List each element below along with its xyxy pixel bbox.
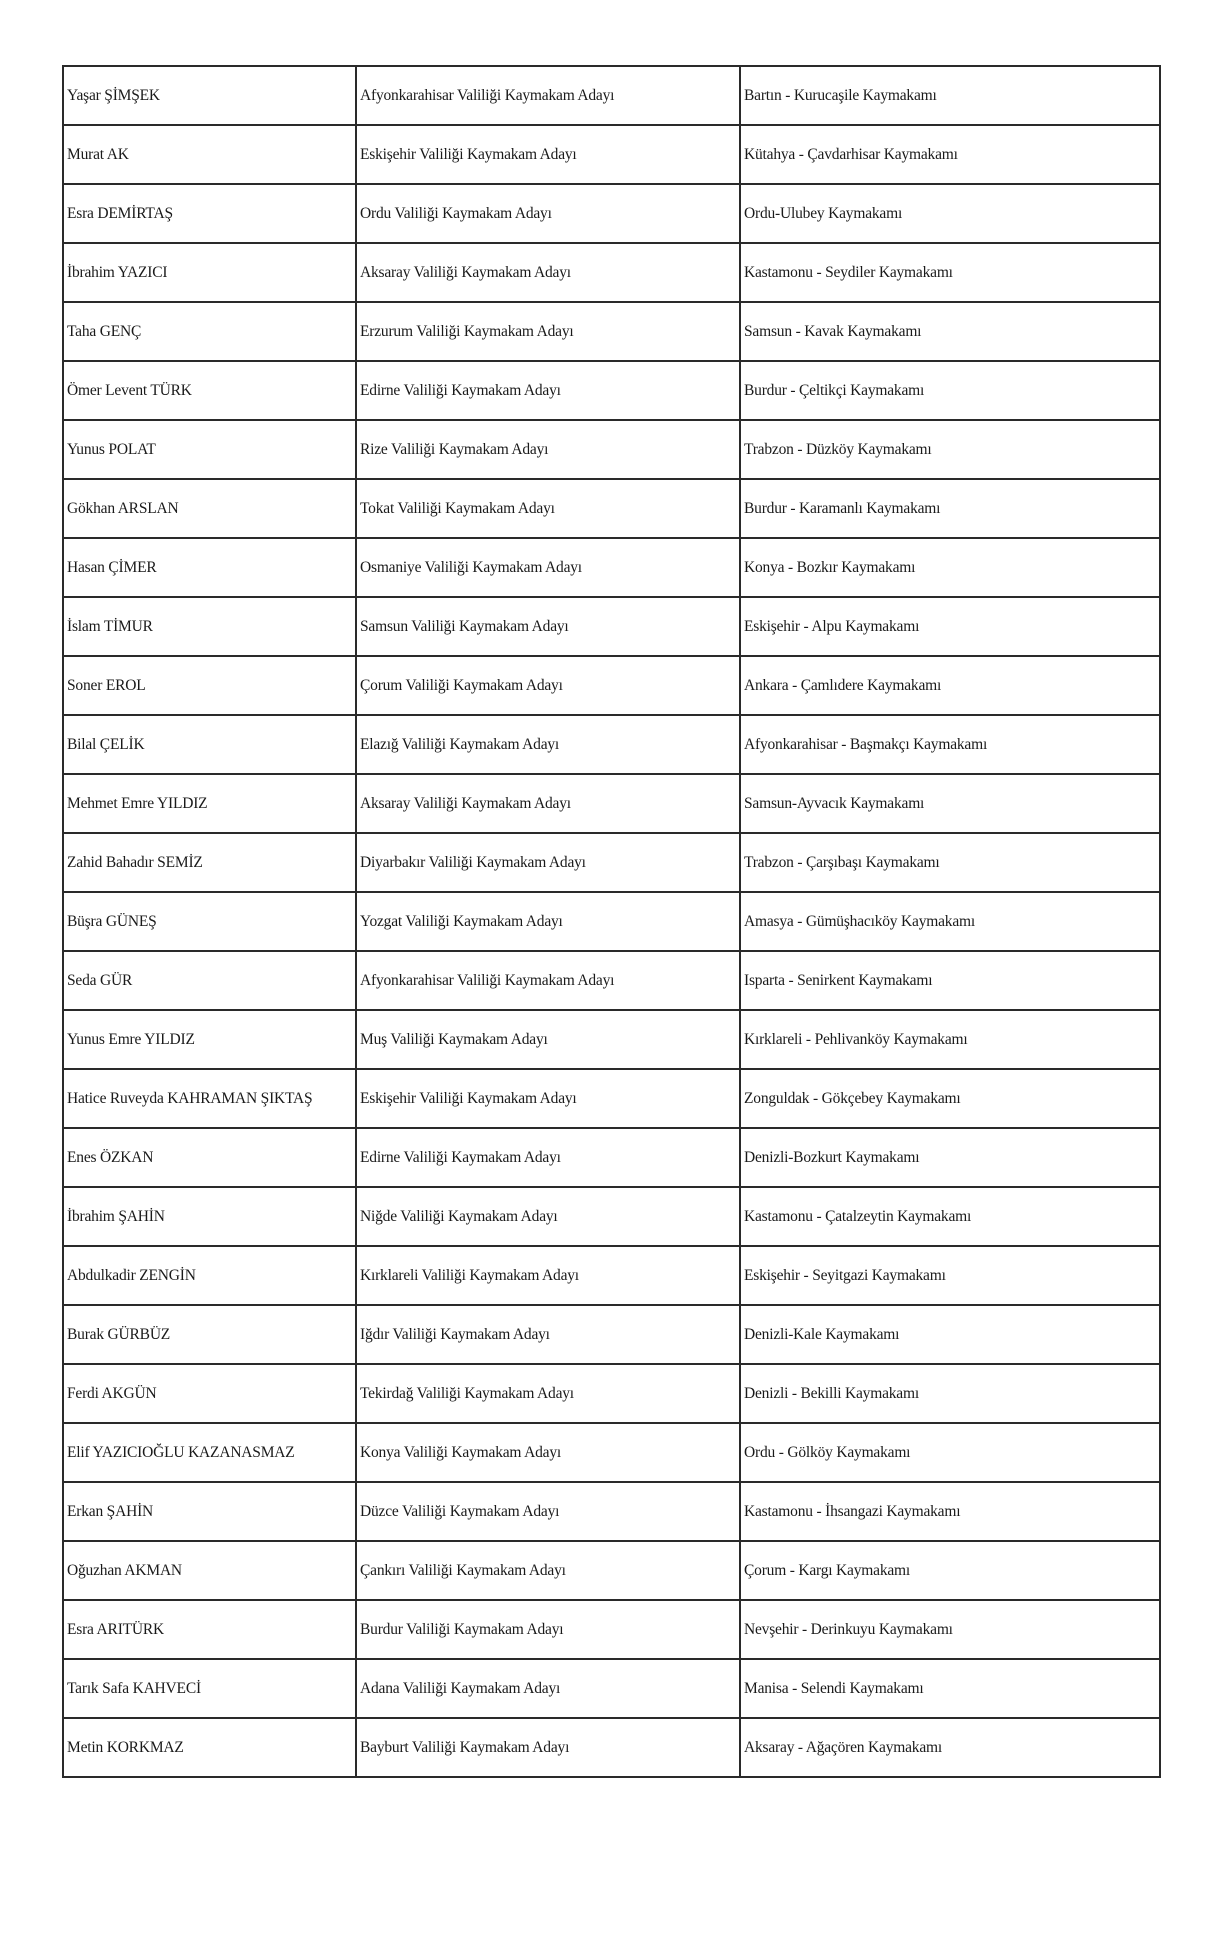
new-position-cell: Samsun-Ayvacık Kaymakamı	[740, 774, 1160, 833]
new-position-cell: Nevşehir - Derinkuyu Kaymakamı	[740, 1600, 1160, 1659]
table-row	[63, 1128, 1160, 1187]
name-cell: Oğuzhan AKMAN	[63, 1541, 356, 1600]
current-position-cell: Konya Valiliği Kaymakam Adayı	[356, 1423, 740, 1482]
current-position-cell: Aksaray Valiliği Kaymakam Adayı	[356, 243, 740, 302]
table-row	[63, 1423, 1160, 1482]
current-position-cell: Düzce Valiliği Kaymakam Adayı	[356, 1482, 740, 1541]
table-row	[63, 715, 1160, 774]
table-row	[63, 1069, 1160, 1128]
table-row	[63, 1659, 1160, 1718]
new-position-cell: Trabzon - Çarşıbaşı Kaymakamı	[740, 833, 1160, 892]
new-position-cell: Samsun - Kavak Kaymakamı	[740, 302, 1160, 361]
current-position-cell: Bayburt Valiliği Kaymakam Adayı	[356, 1718, 740, 1777]
new-position-cell: Kırklareli - Pehlivanköy Kaymakamı	[740, 1010, 1160, 1069]
new-position-cell: Trabzon - Düzköy Kaymakamı	[740, 420, 1160, 479]
table-row	[63, 1187, 1160, 1246]
new-position-cell: Konya - Bozkır Kaymakamı	[740, 538, 1160, 597]
name-cell: Hasan ÇİMER	[63, 538, 356, 597]
name-cell: Hatice Ruveyda KAHRAMAN ŞIKTAŞ	[63, 1069, 356, 1128]
current-position-cell: Çankırı Valiliği Kaymakam Adayı	[356, 1541, 740, 1600]
name-cell: Yunus Emre YILDIZ	[63, 1010, 356, 1069]
table-row	[63, 892, 1160, 951]
table-row	[63, 597, 1160, 656]
name-cell: Esra ARITÜRK	[63, 1600, 356, 1659]
name-cell: Soner EROL	[63, 656, 356, 715]
appointments-table-body	[63, 66, 1160, 1777]
current-position-cell: Muş Valiliği Kaymakam Adayı	[356, 1010, 740, 1069]
table-row	[63, 1246, 1160, 1305]
table-row	[63, 538, 1160, 597]
new-position-cell: Amasya - Gümüşhacıköy Kaymakamı	[740, 892, 1160, 951]
name-cell: Mehmet Emre YILDIZ	[63, 774, 356, 833]
name-cell: Tarık Safa KAHVECİ	[63, 1659, 356, 1718]
name-cell: Esra DEMİRTAŞ	[63, 184, 356, 243]
current-position-cell: Ordu Valiliği Kaymakam Adayı	[356, 184, 740, 243]
new-position-cell: Ordu-Ulubey Kaymakamı	[740, 184, 1160, 243]
new-position-cell: Ordu - Gölköy Kaymakamı	[740, 1423, 1160, 1482]
table-row	[63, 184, 1160, 243]
new-position-cell: Eskişehir - Alpu Kaymakamı	[740, 597, 1160, 656]
name-cell: Zahid Bahadır SEMİZ	[63, 833, 356, 892]
new-position-cell: Aksaray - Ağaçören Kaymakamı	[740, 1718, 1160, 1777]
name-cell: Metin KORKMAZ	[63, 1718, 356, 1777]
table-row	[63, 1600, 1160, 1659]
table-row	[63, 951, 1160, 1010]
name-cell: Burak GÜRBÜZ	[63, 1305, 356, 1364]
current-position-cell: Eskişehir Valiliği Kaymakam Adayı	[356, 125, 740, 184]
table-row	[63, 479, 1160, 538]
table-row	[63, 243, 1160, 302]
name-cell: Abdulkadir ZENGİN	[63, 1246, 356, 1305]
name-cell: Yunus POLAT	[63, 420, 356, 479]
current-position-cell: Yozgat Valiliği Kaymakam Adayı	[356, 892, 740, 951]
name-cell: Enes ÖZKAN	[63, 1128, 356, 1187]
current-position-cell: Niğde Valiliği Kaymakam Adayı	[356, 1187, 740, 1246]
new-position-cell: Kastamonu - Seydiler Kaymakamı	[740, 243, 1160, 302]
new-position-cell: Çorum - Kargı Kaymakamı	[740, 1541, 1160, 1600]
current-position-cell: Edirne Valiliği Kaymakam Adayı	[356, 361, 740, 420]
table-row	[63, 1541, 1160, 1600]
name-cell: Seda GÜR	[63, 951, 356, 1010]
name-cell: Gökhan ARSLAN	[63, 479, 356, 538]
current-position-cell: Adana Valiliği Kaymakam Adayı	[356, 1659, 740, 1718]
new-position-cell: Zonguldak - Gökçebey Kaymakamı	[740, 1069, 1160, 1128]
current-position-cell: Rize Valiliği Kaymakam Adayı	[356, 420, 740, 479]
new-position-cell: Afyonkarahisar - Başmakçı Kaymakamı	[740, 715, 1160, 774]
current-position-cell: Erzurum Valiliği Kaymakam Adayı	[356, 302, 740, 361]
new-position-cell: Burdur - Karamanlı Kaymakamı	[740, 479, 1160, 538]
table-row	[63, 420, 1160, 479]
table-row	[63, 125, 1160, 184]
name-cell: Büşra GÜNEŞ	[63, 892, 356, 951]
current-position-cell: Çorum Valiliği Kaymakam Adayı	[356, 656, 740, 715]
new-position-cell: Ankara - Çamlıdere Kaymakamı	[740, 656, 1160, 715]
name-cell: İslam TİMUR	[63, 597, 356, 656]
table-row	[63, 1718, 1160, 1777]
table-row	[63, 656, 1160, 715]
new-position-cell: Kastamonu - İhsangazi Kaymakamı	[740, 1482, 1160, 1541]
new-position-cell: Denizli-Bozkurt Kaymakamı	[740, 1128, 1160, 1187]
new-position-cell: Kastamonu - Çatalzeytin Kaymakamı	[740, 1187, 1160, 1246]
new-position-cell: Burdur - Çeltikçi Kaymakamı	[740, 361, 1160, 420]
current-position-cell: Edirne Valiliği Kaymakam Adayı	[356, 1128, 740, 1187]
name-cell: Erkan ŞAHİN	[63, 1482, 356, 1541]
table-row	[63, 774, 1160, 833]
name-cell: İbrahim YAZICI	[63, 243, 356, 302]
new-position-cell: Denizli-Kale Kaymakamı	[740, 1305, 1160, 1364]
current-position-cell: Tekirdağ Valiliği Kaymakam Adayı	[356, 1364, 740, 1423]
appointments-table	[62, 65, 1161, 1778]
name-cell: Elif YAZICIOĞLU KAZANASMAZ	[63, 1423, 356, 1482]
table-row	[63, 302, 1160, 361]
current-position-cell: Eskişehir Valiliği Kaymakam Adayı	[356, 1069, 740, 1128]
name-cell: Yaşar ŞİMŞEK	[63, 66, 356, 125]
new-position-cell: Isparta - Senirkent Kaymakamı	[740, 951, 1160, 1010]
current-position-cell: Aksaray Valiliği Kaymakam Adayı	[356, 774, 740, 833]
table-row	[63, 66, 1160, 125]
current-position-cell: Iğdır Valiliği Kaymakam Adayı	[356, 1305, 740, 1364]
current-position-cell: Afyonkarahisar Valiliği Kaymakam Adayı	[356, 951, 740, 1010]
current-position-cell: Diyarbakır Valiliği Kaymakam Adayı	[356, 833, 740, 892]
table-row	[63, 833, 1160, 892]
table-row	[63, 1482, 1160, 1541]
current-position-cell: Osmaniye Valiliği Kaymakam Adayı	[356, 538, 740, 597]
current-position-cell: Elazığ Valiliği Kaymakam Adayı	[356, 715, 740, 774]
current-position-cell: Samsun Valiliği Kaymakam Adayı	[356, 597, 740, 656]
new-position-cell: Kütahya - Çavdarhisar Kaymakamı	[740, 125, 1160, 184]
name-cell: Murat AK	[63, 125, 356, 184]
new-position-cell: Bartın - Kurucaşile Kaymakamı	[740, 66, 1160, 125]
new-position-cell: Manisa - Selendi Kaymakamı	[740, 1659, 1160, 1718]
current-position-cell: Afyonkarahisar Valiliği Kaymakam Adayı	[356, 66, 740, 125]
name-cell: İbrahim ŞAHİN	[63, 1187, 356, 1246]
new-position-cell: Denizli - Bekilli Kaymakamı	[740, 1364, 1160, 1423]
name-cell: Ömer Levent TÜRK	[63, 361, 356, 420]
table-row	[63, 361, 1160, 420]
name-cell: Bilal ÇELİK	[63, 715, 356, 774]
current-position-cell: Kırklareli Valiliği Kaymakam Adayı	[356, 1246, 740, 1305]
current-position-cell: Burdur Valiliği Kaymakam Adayı	[356, 1600, 740, 1659]
new-position-cell: Eskişehir - Seyitgazi Kaymakamı	[740, 1246, 1160, 1305]
name-cell: Ferdi AKGÜN	[63, 1364, 356, 1423]
table-row	[63, 1305, 1160, 1364]
current-position-cell: Tokat Valiliği Kaymakam Adayı	[356, 479, 740, 538]
table-row	[63, 1010, 1160, 1069]
table-row	[63, 1364, 1160, 1423]
name-cell: Taha GENÇ	[63, 302, 356, 361]
